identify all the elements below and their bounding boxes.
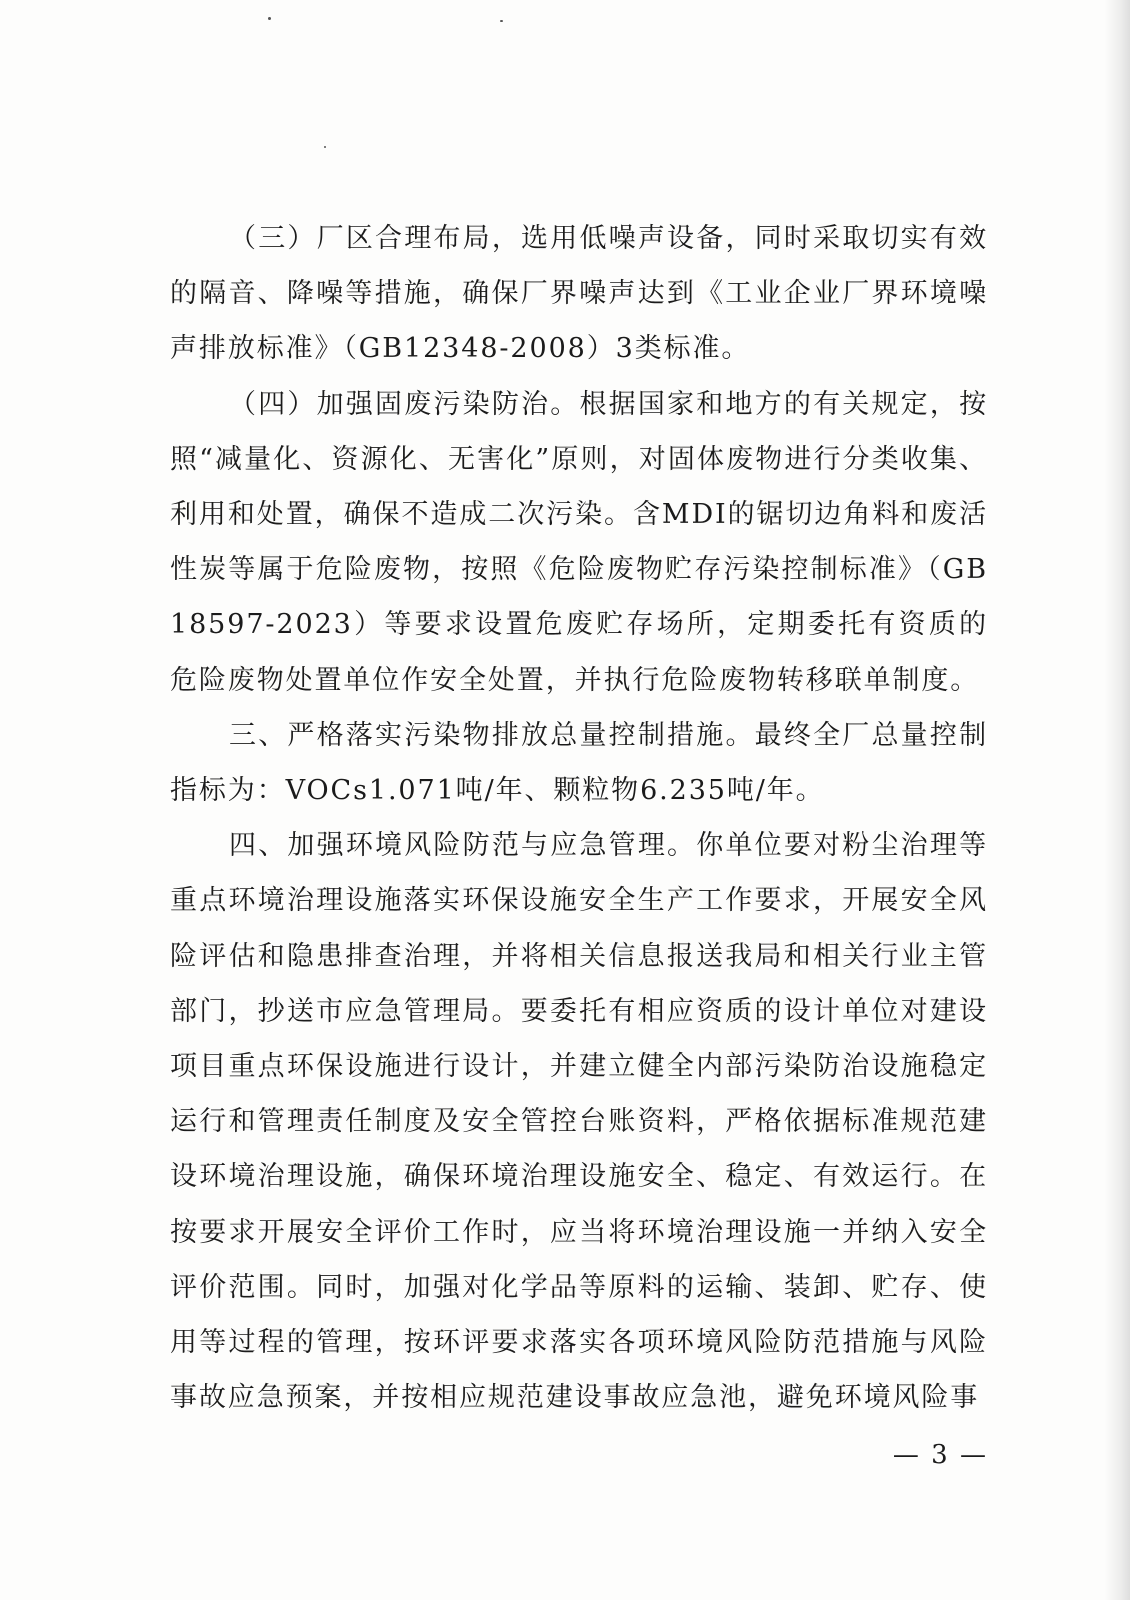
scan-shadow-edge <box>1104 0 1130 1600</box>
paragraph-total-emission-control: 三、严格落实污染物排放总量控制措施。最终全厂总量控制指标为：VOCs1.071吨/年、颗粒物6.235吨/年。 <box>170 719 988 807</box>
scan-speck <box>500 20 503 22</box>
page-number: — 3 — <box>892 1440 988 1470</box>
scan-speck <box>324 146 326 148</box>
document-body <box>170 211 988 1425</box>
paragraph-solid-waste: （四）加强固废污染防治。根据国家和地方的有关规定，按照“减量化、资源化、无害化”原则，对固体废物进行分类收集、利用和处置，确保不造成二次污染。含MDI的锯切边角料和废活性炭等属于危险废物，按照《危险废物贮存污染控制标准》（GB18597-2023）等要求设置危废贮存场所，定期委托有资质的危险废物处置单位作安全处置，并执行危险废物转移联单制度。 <box>170 388 988 696</box>
paragraph-risk-management: 四、加强环境风险防范与应急管理。你单位要对粉尘治理等重点环境治理设施落实环保设施安全生产工作要求，开展安全风险评估和隐患排查治理，并将相关信息报送我局和相关行业主管部门，抄送市应急管理局。要委托有相应资质的设计单位对建设项目重点环保设施进行设计，并建立健全内部污染防治设施稳定运行和管理责任制度及安全管控台账资料，严格依据标准规范建设环境治理设施，确保环境治理设施安全、稳定、有效运行。在按要求开展安全评价工作时，应当将环境治理设施一并纳入安全评价范围。同时，加强对化学品等原料的运输、装卸、贮存、使用等过程的管理，按环评要求落实各项环境风险防范措施与风险事故应急预案，并按相应规范建设事故应急池，避免环境风险事 <box>170 830 988 1414</box>
scan-speck <box>268 17 271 20</box>
paragraph-noise-control: （三）厂区合理布局，选用低噪声设备，同时采取切实有效的隔音、降噪等措施，确保厂界噪声达到《工业企业厂界环境噪声排放标准》（GB12348-2008）3类标准。 <box>170 223 988 365</box>
